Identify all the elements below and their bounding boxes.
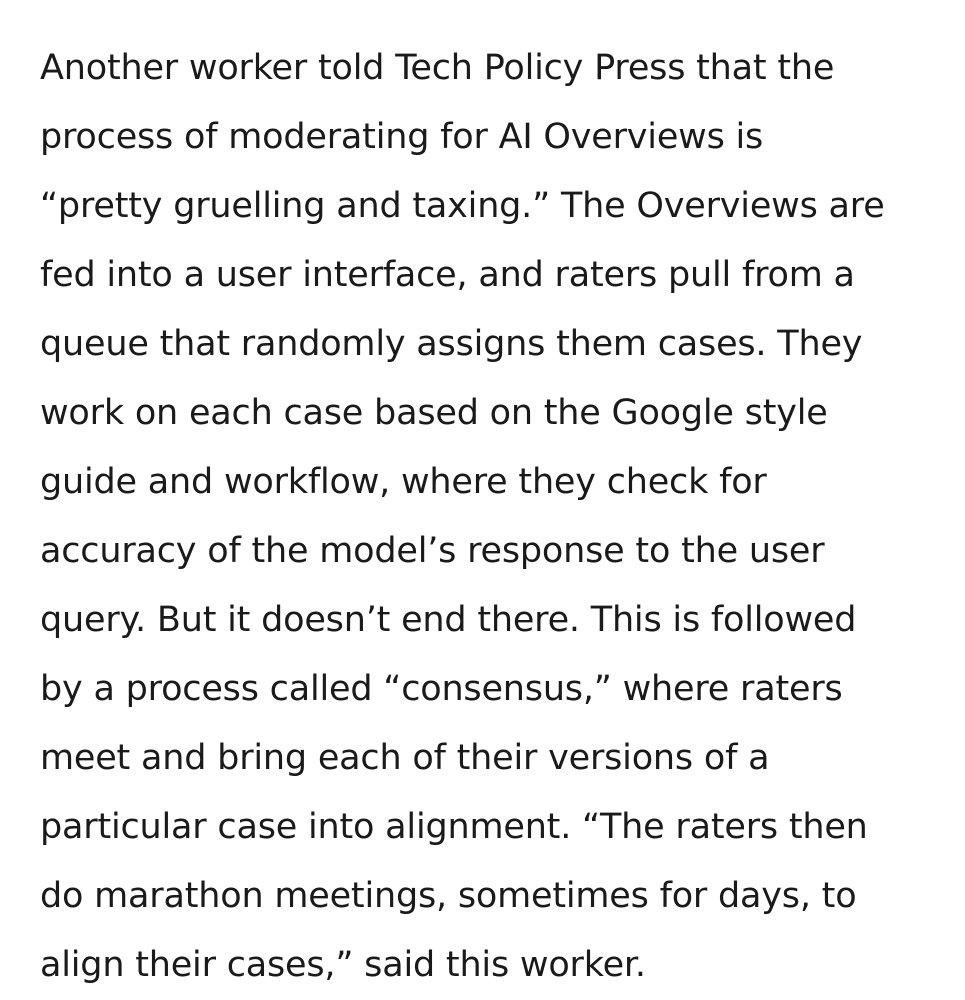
article-paragraph — [40, 34, 950, 1000]
paragraph-line: do marathon meetings, sometimes for days, to — [40, 876, 857, 916]
paragraph-line: “pretty gruelling and taxing.” The Overviews are — [40, 186, 885, 226]
article-body — [40, 34, 950, 1000]
paragraph-line: work on each case based on the Google style — [40, 393, 828, 433]
paragraph-line: align their cases,” said this worker. — [40, 945, 646, 985]
paragraph-line: fed into a user interface, and raters pull from a — [40, 255, 855, 295]
paragraph-line: accuracy of the model’s response to the user — [40, 531, 825, 571]
paragraph-line: particular case into alignment. “The raters then — [40, 807, 868, 847]
paragraph-line: meet and bring each of their versions of a — [40, 738, 770, 778]
paragraph-line: query. But it doesn’t end there. This is followed — [40, 600, 857, 640]
paragraph-line: by a process called “consensus,” where raters — [40, 669, 843, 709]
paragraph-line: process of moderating for AI Overviews is — [40, 117, 764, 157]
paragraph-line: guide and workflow, where they check for — [40, 462, 767, 502]
paragraph-line: queue that randomly assigns them cases. They — [40, 324, 863, 364]
paragraph-line: Another worker told Tech Policy Press that the — [40, 48, 835, 88]
